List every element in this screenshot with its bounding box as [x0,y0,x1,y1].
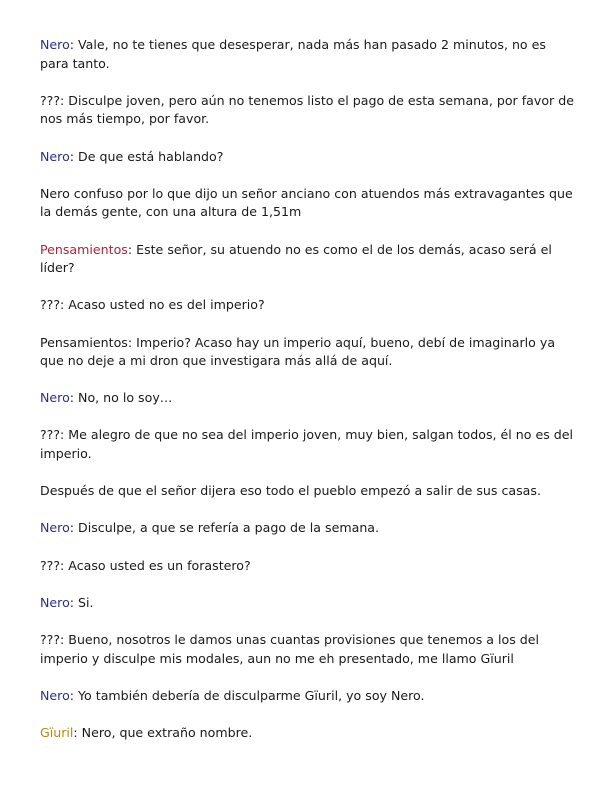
paragraph [40,92,574,129]
speaker-name: Pensamientos [40,241,128,257]
paragraph-text: : Este señor, su atuendo no es como el de los demás, acaso será el líder? [40,241,552,276]
paragraph [40,426,574,463]
paragraph-text: : Disculpe, a que se refería a pago de la semana. [69,520,380,536]
document-page [40,36,574,761]
paragraph-text: ???: Acaso usted es un forastero? [40,557,251,573]
paragraph-text: Nero confuso por lo que dijo un señor anciano con atuendos más extravagantes que la demás gente, con una altura de 1,51m [40,185,573,220]
paragraph-text: ???: Bueno, nosotros le damos unas cuantas provisiones que tenemos a los del imperio y disculpe mis modales, aun no me eh presentado, me llamo Gïuril [40,632,540,666]
paragraph [40,631,574,668]
paragraph [40,594,574,613]
paragraph-text: : No, no lo soy… [69,390,173,406]
speaker-name: Nero [40,520,70,536]
speaker-name: Nero [40,148,70,164]
paragraph [40,334,574,371]
paragraph-text: : Yo también debería de disculparme Gïuril, yo soy Nero. [69,687,425,703]
paragraph [40,557,574,576]
paragraph [40,241,574,278]
paragraph [40,185,574,222]
paragraph-text: Después de que el señor dijera eso todo el pueblo empezó a salir de sus casas. [40,483,541,499]
paragraph-text: : Si. [69,594,94,610]
paragraph-text: Pensamientos: Imperio? Acaso hay un imperio aquí, bueno, debí de imaginarlo ya que no deje a mi dron que investigara más allá de aquí. [40,334,556,369]
speaker-name: Nero [40,687,70,703]
paragraph [40,148,574,167]
speaker-name: Nero [40,390,70,406]
paragraph-text: ???: Disculpe joven, pero aún no tenemos listo el pago de esta semana, por favor de nos más tiempo, por favor. [40,92,574,127]
paragraph-text: : De que está hablando? [69,148,224,164]
paragraph [40,389,574,408]
speaker-name: Gïuril [40,724,74,740]
paragraph-text: : Vale, no te tienes que desesperar, nada más han pasado 2 minutos, no es para tanto. [40,37,546,71]
paragraph [40,36,574,73]
paragraph [40,482,574,501]
paragraph-text: : Nero, que extraño nombre. [73,724,253,740]
speaker-name: Nero [40,37,70,52]
paragraph [40,296,574,315]
paragraph [40,724,574,743]
paragraph-text: ???: Acaso usted no es del imperio? [40,297,265,313]
speaker-name: Nero [40,594,70,610]
paragraph [40,519,574,538]
paragraph-text: ???: Me alegro de que no sea del imperio joven, muy bien, salgan todos, él no es del imperio. [40,427,574,462]
paragraph [40,687,574,706]
